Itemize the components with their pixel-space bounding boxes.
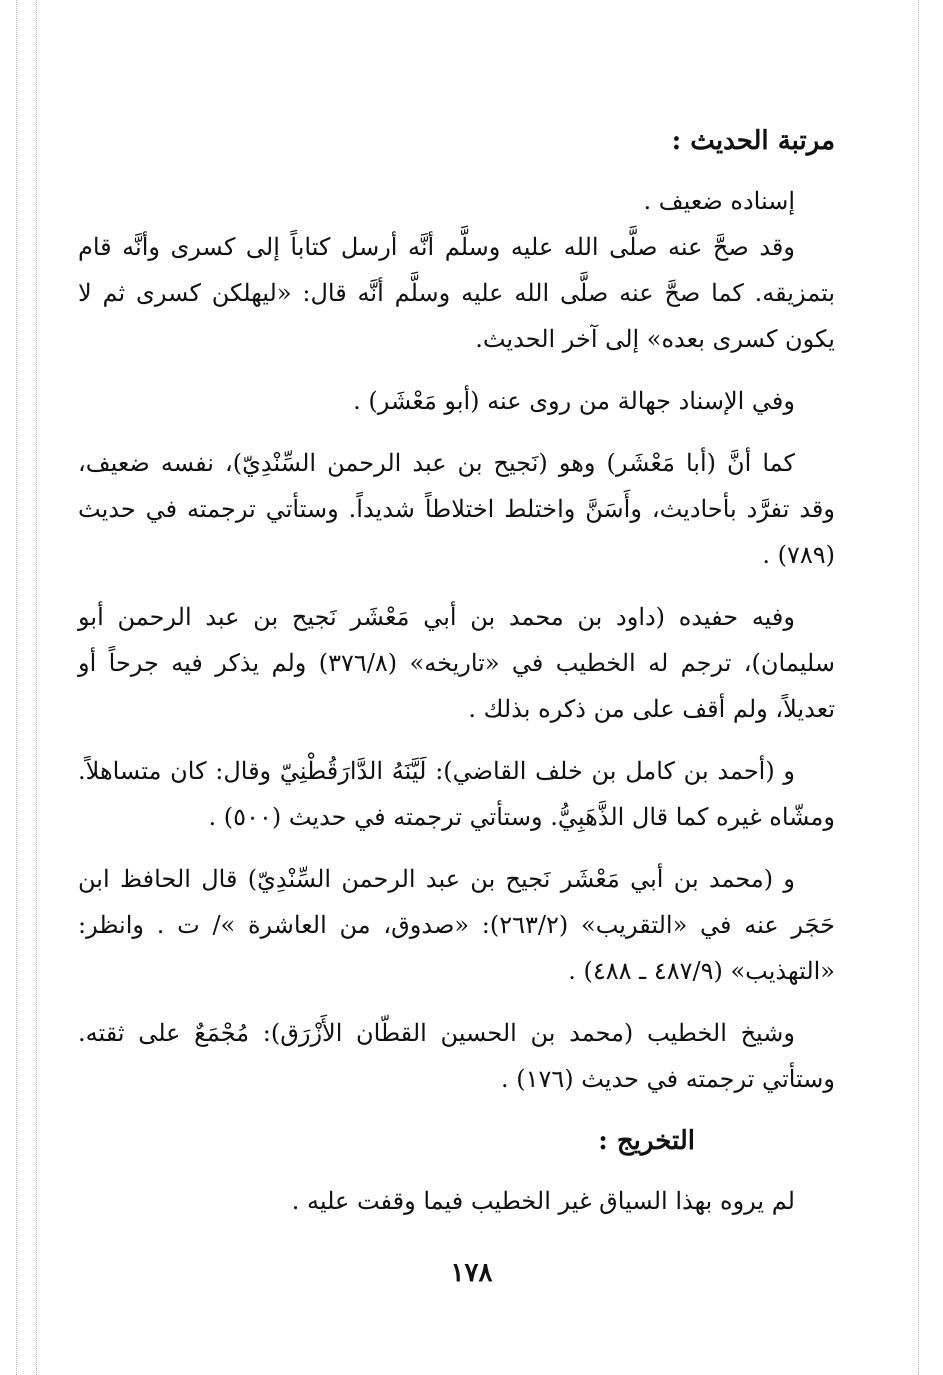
paragraph-isnad-grade: إسناده ضعيف . <box>643 187 795 215</box>
scan-margin-line <box>16 0 17 1375</box>
page-text <box>78 118 835 1224</box>
heading-hadith-grade: مرتبة الحديث : <box>671 126 835 156</box>
paragraph-dawud: وفيه حفيده (داود بن محمد بن أبي مَعْشَر نَجيح بن عبد الرحمن أبو سليمان)، ترجم له الخطيب في «تاريخه» (٣٧٦/٨) ولم يذكر فيه جرحاً أو تعديلاً، ولم أقف على من ذكره بذلك . <box>78 603 835 723</box>
paragraph-jahala: وفي الإسناد جهالة من روى عنه (أبو مَعْشَر) . <box>353 387 795 415</box>
paragraph-abu-mashar: كما أنَّ (أبا مَعْشَر) وهو (نَجيح بن عبد الرحمن السِّنْدِيّ)، نفسه ضعيف، وقد تفرَّد بأحاديث، وأَسَنَّ واختلط اختلاطاً شديداً. وستأتي ترجمته في حديث (٧٨٩) . <box>78 449 835 569</box>
paragraph-ahmad-kamil: و (أحمد بن كامل بن خلف القاضي): لَيَّنَهُ الدَّارَقُطْنِيّ وقال: كان متساهلاً. ومشّاه غيره كما قال الذَّهَبِيُّ. وستأتي ترجمته في حديث (٥٠٠) . <box>78 757 835 831</box>
paragraph-kisra: وقد صحَّ عنه صلَّى الله عليه وسلَّم أنَّه أرسل كتاباً إلى كسرى وأنَّه قام بتمزيقه. كما صحَّ عنه صلَّى الله عليه وسلَّم أنَّه قال: «ليهلكن كسرى ثم لا يكون كسرى بعده» إلى آخر الحديث. <box>78 233 835 353</box>
paragraph-shaykh-al-khatib: وشيخ الخطيب (محمد بن الحسين القطّان الأَزْرَق): مُجْمَعٌ على ثقته. وستأتي ترجمته في حديث (١٧٦) . <box>78 1019 835 1093</box>
paragraph-takhrij: لم يروه بهذا السياق غير الخطيب فيما وقفت عليه . <box>291 1187 795 1215</box>
page-number: ١٧٨ <box>450 1258 493 1288</box>
paragraph-muhammad-abi-mashar: و (محمد بن أبي مَعْشَر نَجيح بن عبد الرحمن السِّنْدِيّ) قال الحافظ ابن حَجَر عنه في «التقريب» (٢٦٣/٢): «صدوق، من العاشرة »/ ت . وانظر: «التهذيب» (٤٨٧/٩ ـ ٤٨٨) . <box>78 865 835 985</box>
heading-takhrij: التخريج : <box>598 1126 695 1156</box>
scan-margin-line <box>918 0 919 1375</box>
scan-margin-line <box>36 0 37 1375</box>
